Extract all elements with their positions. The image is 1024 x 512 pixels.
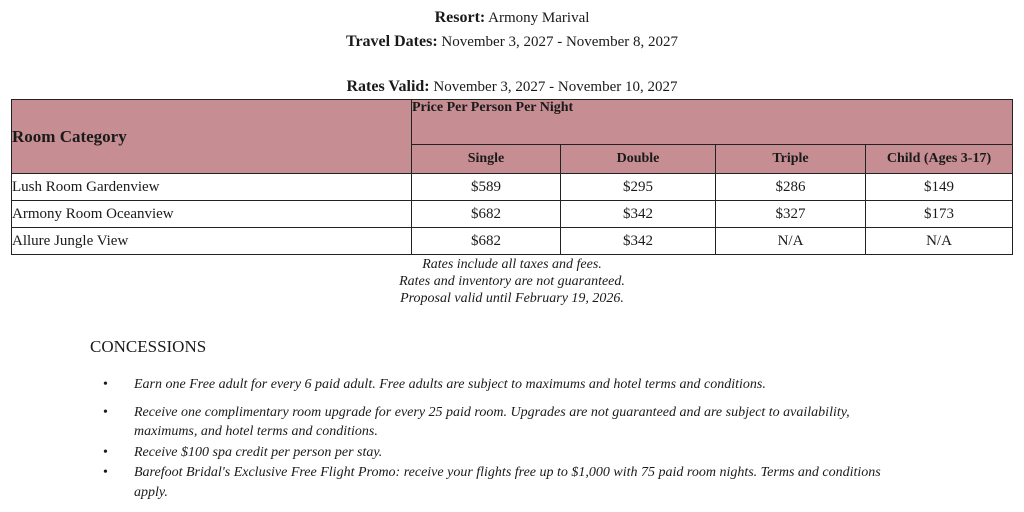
table-row bbox=[12, 201, 1013, 228]
room-category-header: Room Category bbox=[12, 100, 412, 174]
note-proposal-valid: Proposal valid until February 19, 2026. bbox=[400, 291, 624, 306]
price-child: $149 bbox=[866, 174, 1013, 201]
price-single: $682 bbox=[412, 228, 561, 255]
concessions-list bbox=[98, 375, 908, 503]
price-child: $173 bbox=[866, 201, 1013, 228]
concession-text: Barefoot Bridal's Exclusive Free Flight Promo: receive your flights free up to $1,000 with 75 paid room nights. Terms and conditions apply. bbox=[134, 465, 881, 500]
table-row bbox=[12, 228, 1013, 255]
rates-valid-line bbox=[0, 78, 1024, 96]
travel-dates-label: Travel Dates: bbox=[345, 33, 438, 50]
room-name: Lush Room Gardenview bbox=[12, 174, 412, 201]
bullet-icon: • bbox=[103, 445, 108, 460]
column-header-triple: Triple bbox=[716, 144, 866, 173]
price-double: $342 bbox=[561, 228, 716, 255]
list-item bbox=[98, 375, 908, 395]
rates-valid-value: November 3, 2027 - November 10, 2027 bbox=[433, 79, 678, 95]
concession-text: Receive one complimentary room upgrade for every 25 paid room. Upgrades are not guaranteed and are subject to availability, maximums, and hotel terms and conditions. bbox=[134, 405, 850, 439]
column-header-single: Single bbox=[412, 144, 561, 173]
room-name: Allure Jungle View bbox=[12, 228, 412, 255]
room-name: Armony Room Oceanview bbox=[12, 201, 412, 228]
list-item bbox=[98, 403, 908, 441]
resort-label: Resort: bbox=[434, 9, 486, 26]
price-double: $342 bbox=[561, 201, 716, 228]
price-single: $589 bbox=[412, 174, 561, 201]
bullet-icon: • bbox=[103, 405, 108, 420]
concession-text: Receive $100 spa credit per person per stay. bbox=[134, 445, 383, 460]
price-child: N/A bbox=[866, 228, 1013, 255]
concessions-title: CONCESSIONS bbox=[90, 337, 207, 356]
column-header-double: Double bbox=[561, 144, 716, 173]
price-triple: $327 bbox=[716, 201, 866, 228]
price-triple: N/A bbox=[716, 228, 866, 255]
rates-table bbox=[11, 99, 1013, 255]
note-inventory: Rates and inventory are not guaranteed. bbox=[399, 274, 625, 289]
column-header-child: Child (Ages 3-17) bbox=[866, 144, 1013, 173]
list-item bbox=[98, 463, 908, 503]
price-single: $682 bbox=[412, 201, 561, 228]
rates-valid-label: Rates Valid: bbox=[346, 78, 430, 95]
list-item bbox=[98, 443, 908, 463]
travel-dates-value: November 3, 2027 - November 8, 2027 bbox=[441, 34, 679, 50]
table-row bbox=[12, 174, 1013, 201]
price-per-person-header: Price Per Person Per Night bbox=[412, 100, 1013, 145]
bullet-icon: • bbox=[103, 377, 108, 392]
price-triple: $286 bbox=[716, 174, 866, 201]
resort-line bbox=[0, 9, 1024, 27]
resort-value: Armony Marival bbox=[488, 10, 590, 26]
note-taxes: Rates include all taxes and fees. bbox=[422, 257, 602, 272]
concession-text: Earn one Free adult for every 6 paid adult. Free adults are subject to maximums and hotel terms and conditions. bbox=[134, 377, 766, 392]
bullet-icon: • bbox=[103, 465, 108, 480]
rate-notes bbox=[0, 256, 1024, 307]
price-double: $295 bbox=[561, 174, 716, 201]
travel-dates-line bbox=[0, 33, 1024, 51]
